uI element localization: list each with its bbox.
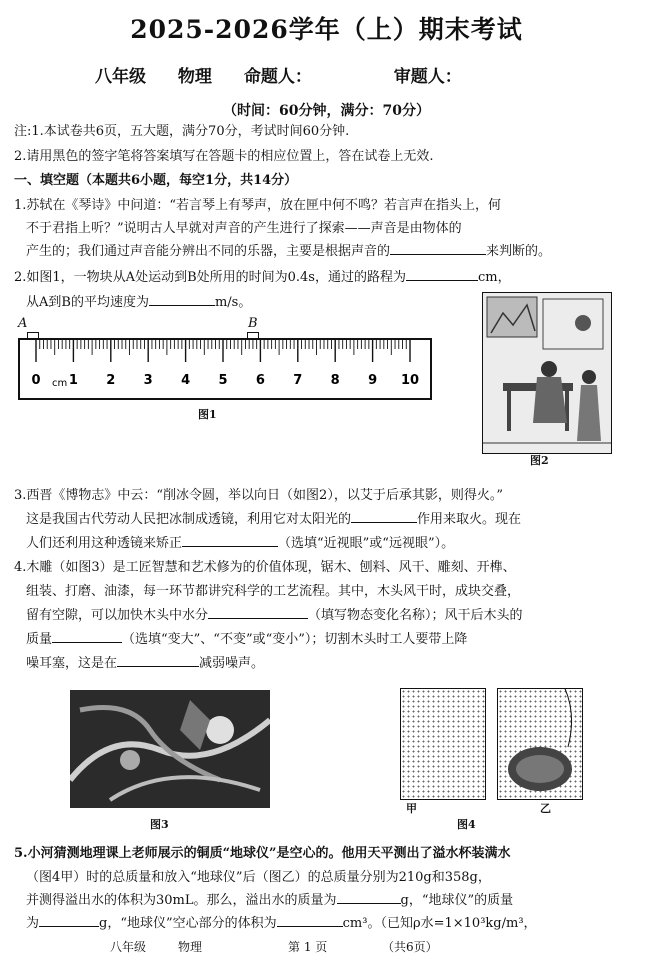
fig4-globe: [498, 689, 582, 799]
note-1: 注:1.本试卷共6页，五大题，满分70分，考试时间60分钟.: [14, 124, 350, 139]
footer-grade: 八年级: [110, 940, 147, 954]
q4-line1: 4.木雕（如图3）是工匠智慧和艺术修为的价值体现，锯木、刨料、风干、雕刻、开榫、: [14, 560, 516, 575]
ruler-tick-label: 8: [330, 373, 340, 388]
ruler-unit: cm: [52, 378, 68, 389]
fig2-illustration: [482, 292, 612, 454]
ruler-tick-label: 10: [400, 373, 420, 388]
fig4-caption: 图4: [457, 818, 476, 831]
q4-line5: [26, 653, 264, 675]
ruler-tick-label: 4: [181, 373, 191, 388]
q5-line2: （图4甲）时的总质量和放入“地球仪”后（图乙）的总质量分别为210g和358g，: [26, 870, 491, 885]
footer-total: （共6页）: [382, 940, 438, 954]
q5-blank-water-mass[interactable]: [337, 890, 401, 904]
fig1-ruler: [18, 338, 432, 400]
fig4-label-jia: 甲: [406, 802, 417, 815]
footer-page: 第 1 页: [288, 940, 328, 954]
q5-line4-text-b: g，“地球仪”空心部分的体积为: [99, 916, 277, 931]
ruler-tick-label: 6: [255, 373, 265, 388]
exam-subheader: [95, 62, 488, 87]
q1-blank-2[interactable]: [390, 241, 486, 255]
q4-line3-text-a: 留有空隙，可以加快木头中水分: [26, 608, 209, 623]
q4-blank-noise[interactable]: [117, 653, 199, 667]
q3-line2-text-a: 这是我国古代劳动人民把冰制成透镜，利用它对太阳光的: [26, 512, 352, 527]
q2-blank-speed[interactable]: [149, 292, 215, 306]
q2-blank-distance[interactable]: [406, 267, 478, 281]
q3-line3: [26, 533, 454, 555]
q4-line3-text-b: （填写物态变化名称）；风干后木头的: [308, 608, 523, 623]
q5-line3-text-b: g，“地球仪”的质量: [400, 893, 514, 908]
reviewer-label: 审题人：: [393, 67, 462, 87]
section1-heading: 一、填空题（本题共6小题，每空1分，共14分）: [14, 173, 298, 188]
ruler-tick-label: 2: [106, 373, 116, 388]
q5-line3: [26, 890, 513, 912]
fig3-caption: 图3: [150, 818, 169, 831]
fig4-beaker-jia: [400, 688, 486, 800]
q5-blank-globe-mass[interactable]: [39, 913, 99, 927]
exam-title: 2025-2026学年（上）期末考试: [130, 15, 523, 44]
q5-blank-hollow-volume[interactable]: [277, 913, 343, 927]
q4-line5-text-b: 减弱噪声。: [199, 656, 265, 671]
q3-line3-text-b: （选填“近视眼”或“远视眼”）。: [278, 536, 455, 551]
q1-line1: 1.苏轼在《琴诗》中问道：“若言琴上有琴声，放在匣中何不鸣？若言声在指头上，何: [14, 198, 502, 213]
subject-label: 物理: [177, 67, 212, 87]
fig1-label-a: A: [18, 316, 28, 331]
q4-line4-text-b: （选填“变大”、“不变”或“变小”）；切割木头时工人要带上降: [122, 632, 468, 647]
q2-line2-text-a: 从A到B的平均速度为: [26, 295, 149, 310]
q2-line1: [14, 267, 511, 289]
ruler-scale: [20, 340, 430, 398]
q3-line1: 3.西晋《博物志》中云：“削冰令圆，举以向日（如图2），以艾于后承其影，则得火。”: [14, 488, 503, 503]
q3-blank-eye[interactable]: [182, 533, 278, 547]
time-info: （时间：60分钟，满分：70分）: [223, 103, 430, 119]
q5-line4-text-a: 为: [26, 916, 40, 931]
q2-line2-text-b: m/s。: [214, 295, 252, 310]
q3-blank-lens[interactable]: [351, 509, 417, 523]
q4-line2: 组装、打磨、油漆，每一环节都讲究科学的工艺流程。其中，木头风干时，成块交叠，: [26, 584, 521, 599]
fig1-label-b: B: [248, 316, 258, 331]
q2-line2: [26, 292, 251, 314]
ruler-tick-label: 7: [293, 373, 303, 388]
ruler-tick-label: 5: [218, 373, 228, 388]
grade-label: 八年级: [95, 67, 146, 87]
q4-line5-text-a: 噪耳塞，这是在: [26, 656, 118, 671]
q1-line3-text-b: 来判断的。: [486, 244, 552, 259]
q5-line3-text-a: 并测得溢出水的体积为30mL。那么，溢出水的质量为: [26, 893, 337, 908]
fig2-drawing: [483, 293, 611, 453]
footer-subject: 物理: [178, 940, 203, 954]
fig1-caption: 图1: [198, 408, 217, 421]
q5-line4: [26, 913, 537, 935]
q3-line3-text-a: 人们还利用这种透镜来矫正: [26, 536, 183, 551]
q1-line2: 不于君指上听？”说明古人早就对声音的产生进行了探索——声音是由物体的: [26, 221, 462, 236]
ruler-tick-label: 9: [368, 373, 378, 388]
fig4-label-yi: 乙: [540, 802, 551, 815]
q4-line4-text-a: 质量: [26, 632, 53, 647]
q3-line2: [26, 509, 521, 531]
setter-label: 命题人：: [243, 67, 312, 87]
q4-line4: [26, 629, 467, 651]
ruler-tick-label: 3: [143, 373, 153, 388]
q4-blank-phase[interactable]: [208, 605, 308, 619]
q4-blank-mass[interactable]: [52, 629, 122, 643]
q5-line4-text-c: cm³。（已知ρ水=1×10³kg/m³，: [342, 916, 537, 931]
fig3-photo: [70, 690, 270, 808]
ruler-tick-label: 1: [68, 373, 78, 388]
q2-line1-text-a: 2.如图1，一物块从A处运动到B处所用的时间为0.4s，通过的路程为: [14, 270, 406, 285]
q3-line2-text-b: 作用来取火。现在: [417, 512, 522, 527]
fig2-caption: 图2: [530, 454, 549, 467]
fig3-carving: [70, 690, 270, 808]
q2-line1-text-b: cm，: [477, 270, 511, 285]
q1-line3: [26, 241, 551, 263]
q1-line3-text-a: 产生的；我们通过声音能分辨出不同的乐器，主要是根据声音的: [26, 244, 391, 259]
ruler-tick-label: 0: [31, 373, 41, 388]
fig4-beaker-yi: [497, 688, 583, 800]
q4-line3: [26, 605, 523, 627]
q5-line1: 5.小河猜测地理课上老师展示的铜质“地球仪”是空心的。他用天平测出了溢水杯装满水: [14, 846, 511, 861]
note-2: 2.请用黑色的签字笔将答案填写在答题卡的相应位置上，答在试卷上无效.: [14, 149, 434, 164]
